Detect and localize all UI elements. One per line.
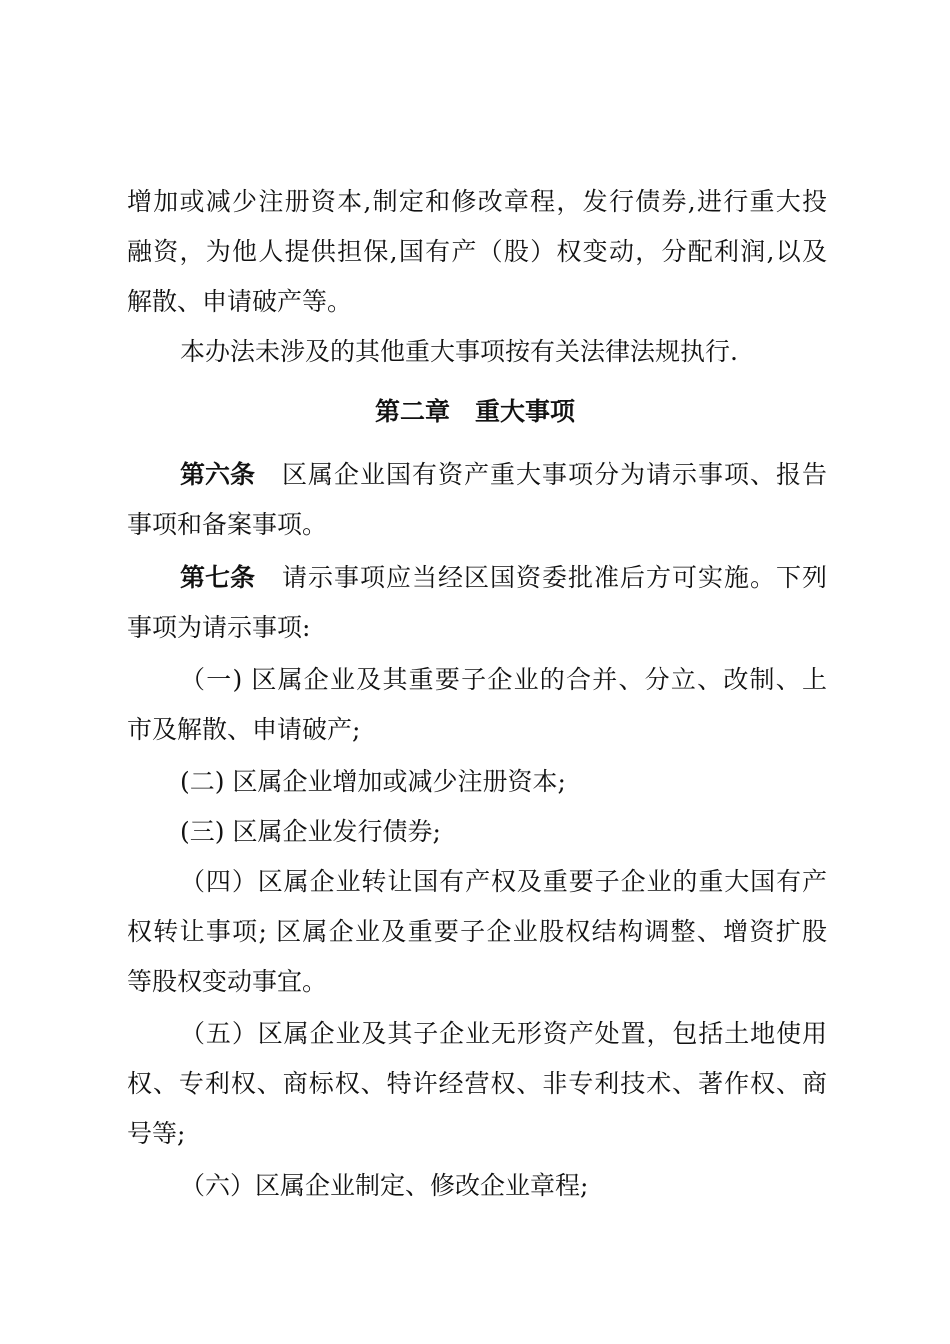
paragraph-2: 本办法未涉及的其他重大事项按有关法律法规执行. bbox=[180, 337, 738, 366]
paragraph-1-line-2: 融资，为他人提供担保,国有产（股）权变动，分配利润,以及 bbox=[127, 237, 827, 266]
article-6-line-2: 事项和备案事项。 bbox=[127, 510, 328, 539]
item-4-line-3: 等股权变动事宜。 bbox=[127, 967, 328, 996]
item-6: （六）区属企业制定、修改企业章程; bbox=[180, 1171, 589, 1200]
article-6-line-1 bbox=[180, 450, 827, 500]
paragraph-1-line-1: 增加或减少注册资本,制定和修改章程，发行债券,进行重大投 bbox=[127, 187, 827, 216]
article-6-title: 第六条 bbox=[180, 460, 256, 489]
item-1-line-1: （一) 区属企业及其重要子企业的合并、分立、改制、上 bbox=[180, 665, 827, 694]
item-5-line-1: （五）区属企业及其子企业无形资产处置，包括土地使用 bbox=[180, 1019, 827, 1048]
article-7-line-2: 事项为请示事项: bbox=[127, 613, 311, 642]
chapter-heading: 第二章 重大事项 bbox=[374, 397, 575, 426]
item-5-line-3: 号等; bbox=[127, 1119, 186, 1148]
article-6-text: 区属企业国有资产重大事项分为请示事项、报告 bbox=[282, 460, 827, 489]
item-5-line-2: 权、专利权、商标权、特许经营权、非专利技术、著作权、商 bbox=[127, 1069, 827, 1098]
article-7-title: 第七条 bbox=[180, 563, 256, 592]
paragraph-1-line-3: 解散、申请破产等。 bbox=[127, 287, 353, 316]
article-7-line-1 bbox=[180, 553, 827, 603]
item-3: (三) 区属企业发行债券; bbox=[180, 817, 441, 846]
article-7-text: 请示事项应当经区国资委批准后方可实施。下列 bbox=[282, 563, 827, 592]
item-4-line-1: （四）区属企业转让国有产权及重要子企业的重大国有产 bbox=[180, 867, 827, 896]
item-1-line-2: 市及解散、申请破产; bbox=[127, 715, 361, 744]
item-2: (二) 区属企业增加或减少注册资本; bbox=[180, 767, 566, 796]
item-4-line-2: 权转让事项; 区属企业及重要子企业股权结构调整、增资扩股 bbox=[127, 917, 827, 946]
